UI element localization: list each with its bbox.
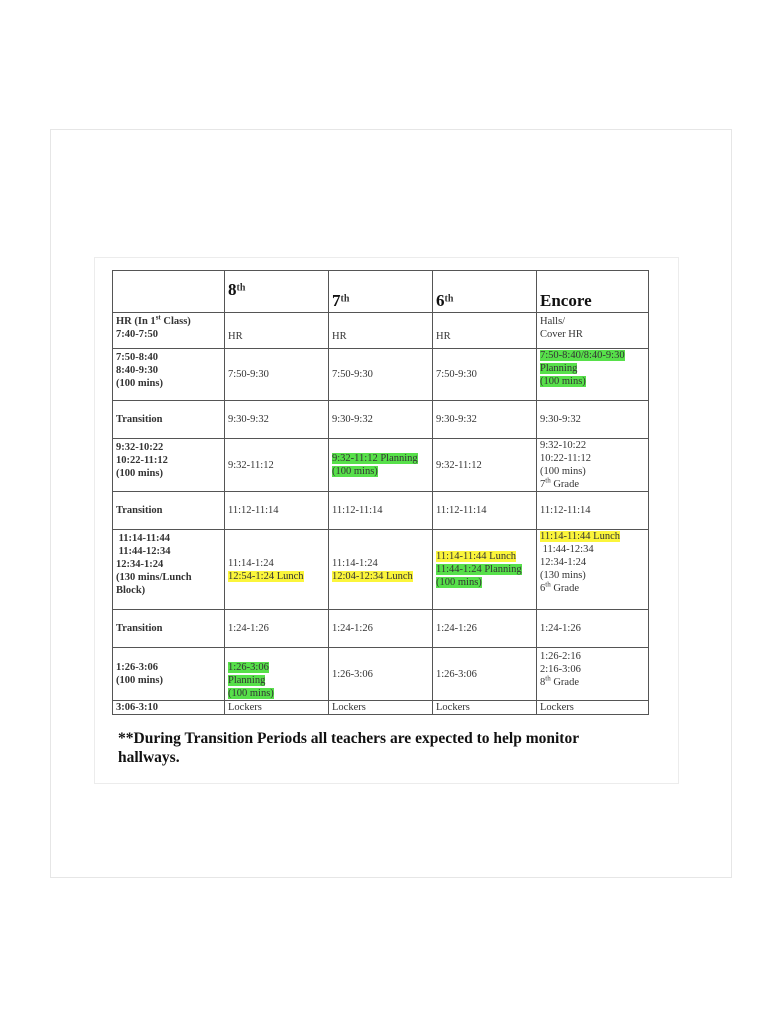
row-label-transition-2: Transition <box>113 492 225 530</box>
cell-p4-7th: 1:26-3:06 <box>329 648 433 701</box>
row-period-2 <box>113 439 649 492</box>
cell-t1-8th: 9:30-9:32 <box>225 401 329 439</box>
cell-p3-6th: 11:14-11:44 Lunch 11:44-1:24 Planning (100 mins) <box>433 530 537 610</box>
row-label-homeroom: HR (In 1st Class) 7:40-7:50 <box>113 313 225 349</box>
row-transition-1 <box>113 401 649 439</box>
cell-t1-encore: 9:30-9:32 <box>537 401 649 439</box>
cell-p4-6th: 1:26-3:06 <box>433 648 537 701</box>
cell-hr-encore: Halls/ Cover HR <box>537 313 649 349</box>
cell-hr-6th: HR <box>433 313 537 349</box>
cell-t2-7th: 11:12-11:14 <box>329 492 433 530</box>
cell-lockers-6th: Lockers <box>433 701 537 715</box>
cell-p2-encore: 9:32-10:22 10:22-11:12 (100 mins) 7th Grade <box>537 439 649 492</box>
row-label-period-4: 1:26-3:06 (100 mins) <box>113 648 225 701</box>
cell-t3-8th: 1:24-1:26 <box>225 610 329 648</box>
header-encore: Encore <box>537 271 649 313</box>
cell-p2-6th: 9:32-11:12 <box>433 439 537 492</box>
cell-hr-7th: HR <box>329 313 433 349</box>
cell-t1-6th: 9:30-9:32 <box>433 401 537 439</box>
cell-t1-7th: 9:30-9:32 <box>329 401 433 439</box>
cell-t3-7th: 1:24-1:26 <box>329 610 433 648</box>
row-transition-2 <box>113 492 649 530</box>
cell-p3-8th: 11:14-1:24 12:54-1:24 Lunch <box>225 530 329 610</box>
transition-note: **During Transition Periods all teachers are expected to help monitor hallways. <box>118 730 579 766</box>
cell-t2-encore: 11:12-11:14 <box>537 492 649 530</box>
row-period-4 <box>113 648 649 701</box>
cell-lockers-7th: Lockers <box>329 701 433 715</box>
header-row <box>113 271 649 313</box>
header-8th: 8th <box>225 271 329 313</box>
cell-t3-6th: 1:24-1:26 <box>433 610 537 648</box>
cell-t2-6th: 11:12-11:14 <box>433 492 537 530</box>
row-period-3 <box>113 530 649 610</box>
schedule-table <box>112 270 649 715</box>
cell-p4-8th: 1:26-3:06 Planning (100 mins) <box>225 648 329 701</box>
cell-p2-8th: 9:32-11:12 <box>225 439 329 492</box>
cell-lockers-encore: Lockers <box>537 701 649 715</box>
cell-p1-8th: 7:50-9:30 <box>225 349 329 401</box>
header-6th: 6th <box>433 271 537 313</box>
row-lockers <box>113 701 649 715</box>
cell-p1-7th: 7:50-9:30 <box>329 349 433 401</box>
cell-p3-encore: 11:14-11:44 Lunch 11:44-12:34 12:34-1:24 (130 mins) 6th Grade <box>537 530 649 610</box>
row-label-period-3: 11:14-11:44 11:44-12:34 12:34-1:24 (130 mins/Lunch Block) <box>113 530 225 610</box>
header-7th: 7th <box>329 271 433 313</box>
row-transition-3 <box>113 610 649 648</box>
cell-p3-7th: 11:14-1:24 12:04-12:34 Lunch <box>329 530 433 610</box>
cell-t3-encore: 1:24-1:26 <box>537 610 649 648</box>
row-label-period-1: 7:50-8:40 8:40-9:30 (100 mins) <box>113 349 225 401</box>
row-label-transition-1: Transition <box>113 401 225 439</box>
row-period-1 <box>113 349 649 401</box>
row-homeroom <box>113 313 649 349</box>
row-label-lockers: 3:06-3:10 <box>113 701 225 715</box>
cell-t2-8th: 11:12-11:14 <box>225 492 329 530</box>
row-label-transition-3: Transition <box>113 610 225 648</box>
corner-cell <box>113 271 225 313</box>
cell-p4-encore: 1:26-2:16 2:16-3:06 8th Grade <box>537 648 649 701</box>
cell-p1-6th: 7:50-9:30 <box>433 349 537 401</box>
cell-p1-encore: 7:50-8:40/8:40-9:30 Planning (100 mins) <box>537 349 649 401</box>
row-label-period-2: 9:32-10:22 10:22-11:12 (100 mins) <box>113 439 225 492</box>
cell-p2-7th: 9:32-11:12 Planning (100 mins) <box>329 439 433 492</box>
cell-hr-8th: HR <box>225 313 329 349</box>
cell-lockers-8th: Lockers <box>225 701 329 715</box>
